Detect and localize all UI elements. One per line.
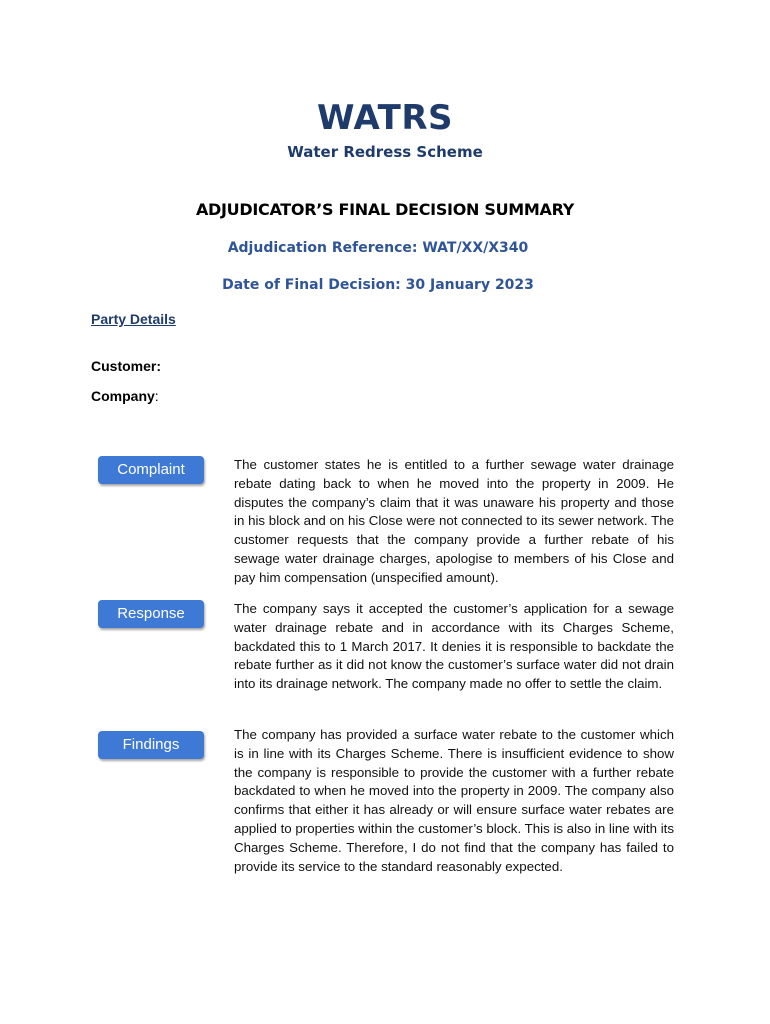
- response-label: Response: [98, 600, 204, 628]
- adjudication-reference: Adjudication Reference: WAT/XX/X340: [227, 240, 529, 256]
- findings-label: Findings: [98, 731, 204, 759]
- complaint-text: The customer states he is entitled to a further sewage water drainage rebate dating back to when he moved into the property in 2009. He disputes the company’s claim that it was unaware his property and those in his block and on his Close were not connected to its sewer network. The customer requests that the company provide a further rebate of his sewage water drainage charges, apologise to members of his Close and pay him compensation (unspecified amount).: [234, 457, 674, 585]
- tagline: Water Redress Scheme: [287, 143, 483, 161]
- document-title: ADJUDICATOR’S FINAL DECISION SUMMARY: [195, 200, 575, 219]
- customer-label: Customer:: [91, 358, 162, 374]
- company-label-colon: :: [154, 388, 159, 404]
- final-decision-date: Date of Final Decision: 30 January 2023: [222, 277, 534, 293]
- findings-text: The company has provided a surface water rebate to the customer which is in line with its Charges Scheme. There is insufficient evidence to show the company is responsible to provide the customer with a further rebate backdated to when he moved into the property in 2009. The company also confirms that either it has already or will ensure surface water rebates are applied to properties within the customer’s block. This is also in line with its Charges Scheme. Therefore, I do not find that the company has failed to provide its service to the standard reasonably expected.: [234, 727, 674, 874]
- complaint-label: Complaint: [98, 456, 204, 484]
- response-text: The company says it accepted the customer’s application for a sewage water drainage rebate and in accordance with its Charges Scheme, backdated this to 1 March 2017. It denies it is responsible to backdate the rebate further as it did not know the customer’s surface water did not drain into its drainage network. The company made no offer to settle the claim.: [234, 601, 674, 692]
- company-label-text: Company: [91, 388, 155, 404]
- watrs-logo: WATRS: [316, 98, 453, 138]
- company-label: [91, 388, 159, 404]
- party-details-heading: Party Details: [91, 311, 176, 327]
